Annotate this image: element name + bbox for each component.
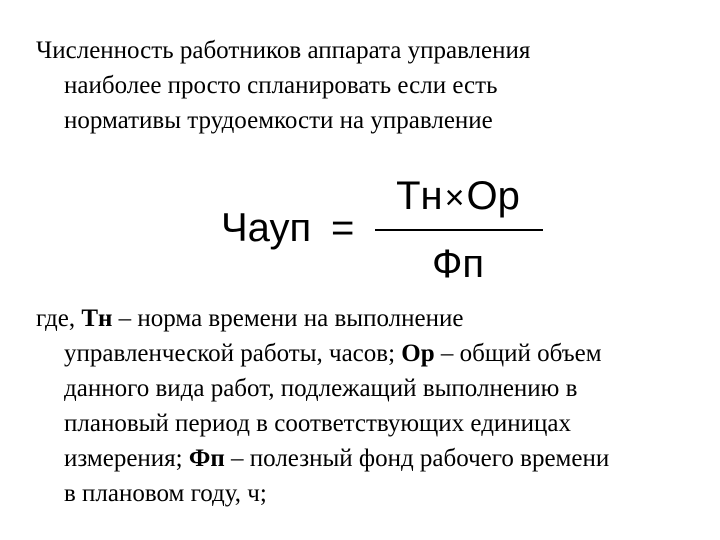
intro-paragraph [36,33,696,138]
formula-numerator [378,172,538,222]
formula-numerator-right: Ор [466,174,520,218]
explanation-line-1-suffix: – норма времени на выполнение [112,305,464,332]
formula-denominator: Фп [431,242,485,286]
fraction-bar [375,229,543,231]
explanation-line-5-suffix: – полезный фонд рабочего времени [224,445,610,472]
formula-equals-sign: = [331,206,355,250]
term-fp: Фп [188,445,225,472]
multiplication-sign: × [444,179,465,217]
explanation-line-2-prefix: управленческой работы, часов; [64,340,402,367]
intro-line-3: нормативы трудоемкости на управление [64,107,493,134]
explanation-line-1-prefix: где, [36,305,82,332]
explanation-line-5 [36,441,696,476]
formula-numerator-left: Тн [396,174,443,218]
formula [221,170,551,290]
intro-line-1: Численность работников аппарата управления [36,37,531,64]
formula-lhs: Чауп [221,206,312,250]
intro-line-2: наиболее просто спланировать если есть [64,72,498,99]
explanation-line-3: данного вида работ, подлежащий выполнению в [64,375,578,402]
term-or: Ор [401,340,435,367]
term-tn: Тн [81,305,113,332]
explanation-line-6: в плановом году, ч; [64,480,267,507]
explanation-line-1 [36,301,696,336]
explanation-line-2-suffix: – общий объем [434,340,602,367]
explanation-line-5-prefix: измерения; [64,445,189,472]
explanation-paragraph [36,301,696,511]
explanation-line-4: плановый период в соответствующих единицах [64,410,572,437]
explanation-line-2 [36,336,696,371]
